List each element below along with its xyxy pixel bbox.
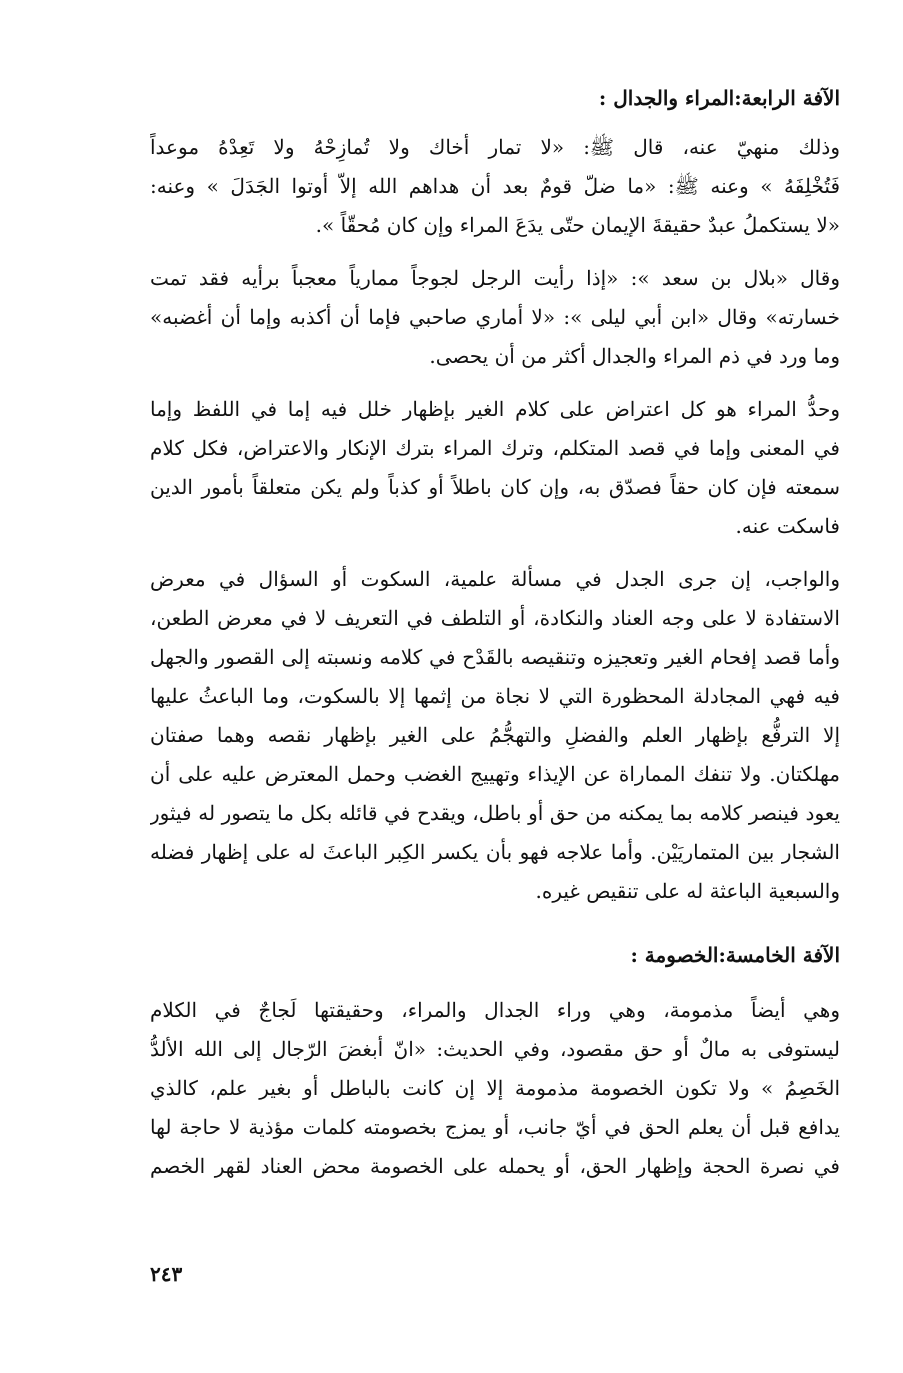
paragraph (150, 259, 840, 376)
paragraph (150, 991, 840, 1186)
text-line: وأما قصد إفحام الغير وتعجيزه وتنقيصه بالقَدْح في كلامه ونسبته إلى القصور والجهل (150, 645, 840, 669)
paragraph (150, 128, 840, 245)
page-number: ٢٤٣ (150, 1262, 183, 1286)
book-page (150, 78, 840, 1200)
text-line: الاستفادة لا على وجه العناد والنكادة، أو التلطف في التعريف لا في معرض الطعن، (150, 606, 840, 630)
section-heading-fifth-affliction: الآفة الخامسة:الخصومة : (630, 943, 840, 967)
text-line: وما ورد في ذم المراء والجدال أكثر من أن يحصى. (429, 344, 840, 368)
text-line: الشجار بين المتماريَيْن. وأما علاجه فهو بأن يكسر الكِبر الباعثَ له على إظهار فضله (150, 840, 840, 864)
text-line: ليستوفى به مالٌ أو حق مقصود، وفي الحديث: «انّ أبغضَ الرّجال إلى الله الألدُّ (150, 1037, 840, 1061)
text-line: يعود فينصر كلامه بما يمكنه من حق أو باطل، ويقدح في قائله بكل ما يتصور له فيثور (150, 801, 840, 825)
text-line: إلا الترفُّع بإظهار العلم والفضلِ والتهجُّمُ على الغير بإظهار نقصه وهما صفتان (150, 723, 840, 747)
text-line: سمعته فإن كان حقاً فصدّق به، وإن كان باطلاً أو كذباً ولم يكن متعلقاً بأمور الدين (150, 475, 840, 499)
text-line: خسارته» وقال «ابن أبي ليلى »: «لا أماري صاحبي فإما أن أكذبه وإما أن أغضبه» (150, 305, 840, 329)
text-line: وقال «بلال بن سعد »: «إذا رأيت الرجل لجوجاً ممارياً معجباً برأيه فقد تمت (150, 266, 840, 290)
text-line: وذلك منهيّ عنه، قال ﷺ: «لا تمار أخاك ولا تُمازِحْهُ ولا تَعِدْهُ موعداً (150, 135, 840, 159)
section-heading-fourth-affliction: الآفة الرابعة:المراء والجدال : (598, 86, 840, 110)
text-line: فيه فهي المجادلة المحظورة التي لا نجاة من إثمها إلا بالسكوت، وما الباعثُ عليها (150, 684, 840, 708)
text-line: الخَصِمُ » ولا تكون الخصومة مذمومة إلا إن كانت بالباطل أو بغير علم، كالذي (150, 1076, 840, 1100)
text-line: وحدُّ المراء هو كل اعتراض على كلام الغير بإظهار خلل فيه إما في اللفظ وإما (150, 397, 840, 421)
text-line: فَتُخْلِفَهُ » وعنه ﷺ: «ما ضلّ قومٌ بعد أن هداهم الله إلاّ أوتوا الجَدَلَ » وعنه: (150, 174, 840, 198)
text-line: «لا يستكملُ عبدٌ حقيقةَ الإيمان حتّى يدَعَ المراء وإن كان مُحقّاً ». (315, 213, 840, 237)
text-line: في المعنى وإما في قصد المتكلم، وترك المراء بترك الإنكار والاعتراض، فكل كلام (150, 436, 840, 460)
text-line: في نصرة الحجة وإظهار الحق، أو يحمله على الخصومة محض العناد لقهر الخصم (150, 1154, 840, 1178)
paragraph (150, 560, 840, 911)
text-line: مهلكتان. ولا تنفك المماراة عن الإيذاء وتهييج الغضب وحمل المعترض عليه على أن (150, 762, 840, 786)
text-line: يدافع قبل أن يعلم الحق في أيّ جانب، أو يمزج بخصومته كلمات مؤذية لا حاجة لها (150, 1115, 840, 1139)
text-line: والسبعية الباعثة له على تنقيص غيره. (535, 879, 840, 903)
text-line: والواجب، إن جرى الجدل في مسألة علمية، السكوت أو السؤال في معرض (150, 567, 840, 591)
text-line: فاسكت عنه. (735, 514, 840, 538)
text-line: وهي أيضاً مذمومة، وهي وراء الجدال والمراء، وحقيقتها لَجاجٌ في الكلام (150, 998, 840, 1022)
paragraph (150, 390, 840, 546)
